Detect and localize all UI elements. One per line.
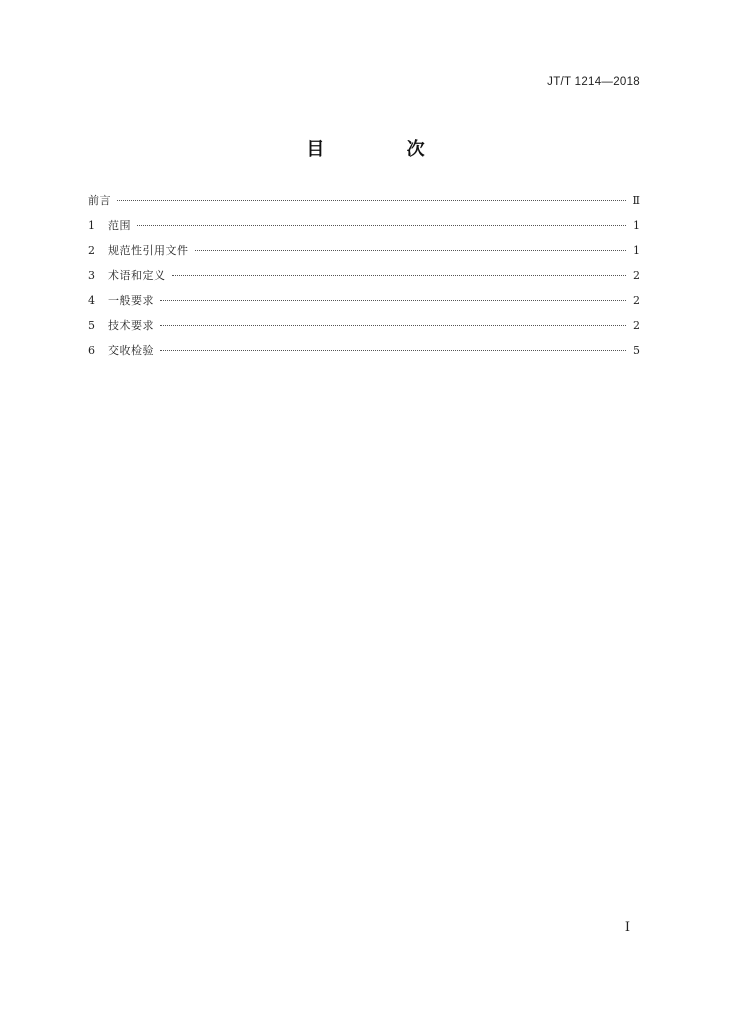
table-of-contents bbox=[88, 193, 640, 368]
toc-dot-leader bbox=[117, 200, 626, 201]
toc-entry-label: 前言 bbox=[88, 194, 111, 207]
document-code: JT/T 1214—2018 bbox=[547, 76, 640, 88]
toc-entry-label: 术语和定义 bbox=[108, 269, 166, 282]
toc-entry-page: 1 bbox=[633, 244, 640, 257]
toc-entry-foreword[interactable] bbox=[88, 193, 640, 218]
toc-entry-number: 3 bbox=[88, 269, 95, 282]
toc-entry-general-requirements[interactable] bbox=[88, 293, 640, 318]
toc-entry-label: 交收检验 bbox=[108, 344, 154, 357]
toc-dot-leader bbox=[160, 350, 626, 351]
toc-dot-leader bbox=[195, 250, 627, 251]
toc-entry-label: 一般要求 bbox=[108, 294, 154, 307]
toc-entry-terms-definitions[interactable] bbox=[88, 268, 640, 293]
toc-entry-page: 2 bbox=[633, 269, 640, 282]
toc-dot-leader bbox=[160, 325, 626, 326]
toc-entry-label: 范围 bbox=[108, 219, 131, 232]
page-number: Ⅰ bbox=[624, 920, 630, 935]
toc-entry-label: 规范性引用文件 bbox=[108, 244, 189, 257]
toc-entry-label: 技术要求 bbox=[108, 319, 154, 332]
toc-entry-scope[interactable] bbox=[88, 218, 640, 243]
toc-entry-page: 2 bbox=[633, 319, 640, 332]
toc-entry-normative-references[interactable] bbox=[88, 243, 640, 268]
toc-entry-acceptance-inspection[interactable] bbox=[88, 343, 640, 368]
toc-dot-leader bbox=[137, 225, 626, 226]
toc-entry-page: 1 bbox=[633, 219, 640, 232]
toc-entry-page: 2 bbox=[633, 294, 640, 307]
toc-entry-technical-requirements[interactable] bbox=[88, 318, 640, 343]
toc-title: 目 次 bbox=[306, 139, 463, 160]
toc-dot-leader bbox=[160, 300, 626, 301]
toc-entry-number: 2 bbox=[88, 244, 95, 257]
toc-entry-number: 4 bbox=[88, 294, 95, 307]
toc-entry-page: Ⅱ bbox=[632, 194, 640, 207]
toc-entry-number: 1 bbox=[88, 219, 95, 232]
toc-entry-number: 5 bbox=[88, 319, 95, 332]
toc-entry-page: 5 bbox=[633, 344, 640, 357]
toc-entry-number: 6 bbox=[88, 344, 95, 357]
toc-dot-leader bbox=[172, 275, 627, 276]
